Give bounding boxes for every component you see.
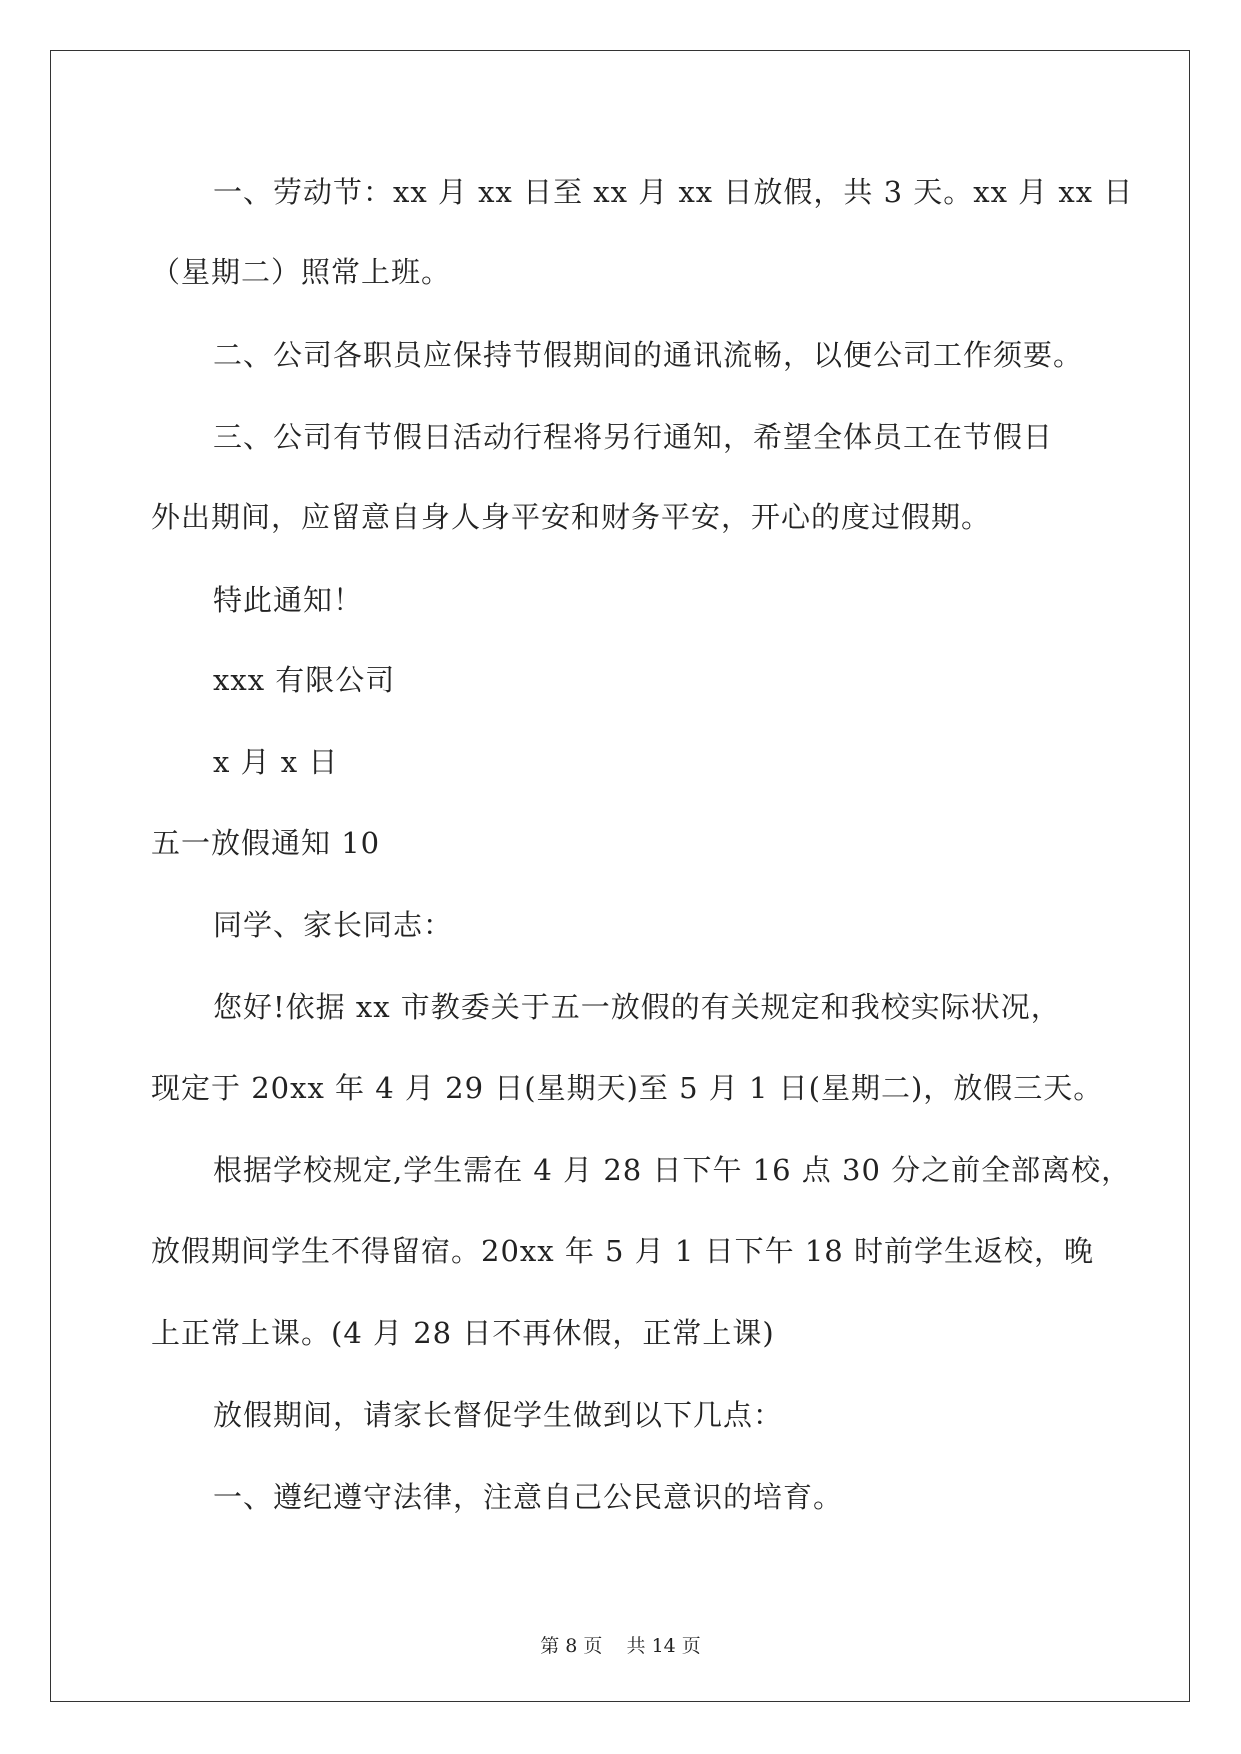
paragraph-line: 上正常上课。(4 月 28 日不再休假，正常上课): [151, 1316, 775, 1350]
signature-company: xxx 有限公司: [213, 663, 396, 697]
paragraph-line: 现定于 20xx 年 4 月 29 日(星期天)至 5 月 1 日(星期二)，放假三天。: [151, 1071, 1104, 1105]
paragraph-line: （星期二）照常上班。: [151, 255, 452, 289]
paragraph-line: 一、劳动节：xx 月 xx 日至 xx 月 xx 日放假，共 3 天。xx 月 xx 日: [213, 175, 1134, 209]
salutation: 同学、家长同志：: [213, 908, 454, 942]
signature-date: x 月 x 日: [213, 745, 339, 779]
page-border: [50, 50, 1190, 1702]
paragraph-line: 三、公司有节假日活动行程将另行通知，希望全体员工在节假日: [213, 420, 1054, 454]
page-footer: 第 8 页 共 14 页: [540, 1635, 701, 1657]
paragraph-line: 根据学校规定,学生需在 4 月 28 日下午 16 点 30 分之前全部离校，: [213, 1153, 1132, 1187]
paragraph-line: 二、公司各职员应保持节假期间的通讯流畅，以便公司工作须要。: [213, 338, 1084, 372]
paragraph-line: 一、遵纪遵守法律，注意自己公民意识的培育。: [213, 1480, 844, 1514]
paragraph-line: 放假期间，请家长督促学生做到以下几点：: [213, 1398, 784, 1432]
paragraph-line: 您好!依据 xx 市教委关于五一放假的有关规定和我校实际状况，: [213, 990, 1061, 1024]
section-heading: 五一放假通知 10: [151, 826, 381, 860]
paragraph-line: 放假期间学生不得留宿。20xx 年 5 月 1 日下午 18 时前学生返校，晚: [151, 1234, 1094, 1268]
closing-line: 特此通知！: [213, 583, 364, 617]
paragraph-line: 外出期间，应留意自身人身平安和财务平安，开心的度过假期。: [151, 500, 992, 534]
